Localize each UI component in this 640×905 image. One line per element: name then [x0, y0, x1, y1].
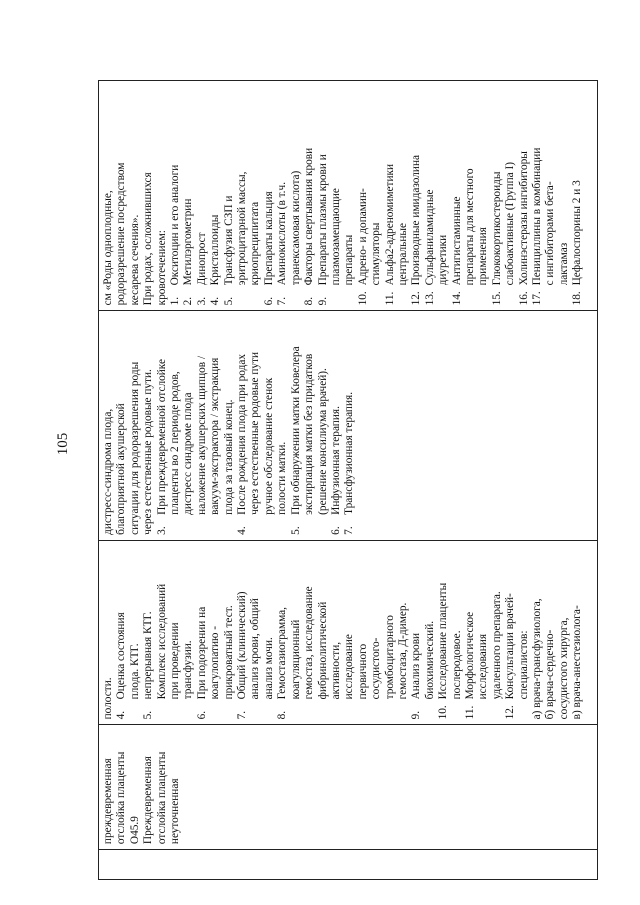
item-text — [330, 316, 343, 514]
item-text-line: кесарева сечения». — [128, 214, 141, 306]
item-text — [571, 546, 584, 720]
medication-item — [424, 86, 451, 305]
item-number: 3. — [195, 296, 208, 306]
item-text-line: Трансфузия СЗП и — [222, 195, 235, 286]
item-text — [384, 86, 411, 285]
item-text-line: послеродовое. — [450, 630, 463, 700]
item-number: 10. — [437, 705, 450, 720]
item-text — [357, 86, 384, 285]
item-number: 6. — [329, 526, 342, 535]
medication-item — [196, 86, 209, 305]
item-text — [142, 86, 169, 305]
item-text-line: тромбоцитарного — [383, 615, 396, 700]
item-number: 5. — [222, 296, 235, 306]
item-text-line: плазмозамещающие — [329, 188, 342, 286]
item-text-line: препараты для местного — [463, 168, 476, 286]
item-number: 1. — [169, 296, 182, 306]
item-number: 6. — [195, 710, 208, 720]
table-column-medications — [99, 81, 597, 310]
item-text — [518, 86, 531, 285]
medication-item — [410, 86, 423, 305]
item-text-line: коагулопатию - — [209, 625, 222, 700]
item-text-line: (решение консилиума врачей). — [316, 368, 329, 515]
item-text-line: Комплекс исследований — [155, 583, 168, 700]
item-text — [102, 316, 156, 534]
item-number: 4. — [115, 710, 128, 720]
item-text-line: Факторы свертывания крови — [303, 147, 316, 286]
table-column-examination — [99, 540, 597, 725]
item-text-line: Оценка состояния — [115, 612, 128, 700]
examination-item — [115, 546, 142, 720]
item-text-line: см «Роды одноплодные, — [102, 190, 114, 306]
item-text-line: применения — [477, 227, 490, 286]
medication-item — [263, 86, 276, 305]
item-text-line: Адрено- и допамин- — [356, 188, 369, 286]
item-number: 4. — [209, 296, 222, 306]
item-text-line: Трансфузионная терапия. — [343, 391, 356, 515]
item-text-line: Глюкокортикостероиды — [490, 171, 503, 286]
item-text-line: первичного — [356, 643, 369, 700]
item-text-line: экстирпация матки без придатков — [303, 353, 316, 515]
item-text-line: Антигистаминные — [450, 196, 463, 286]
item-number: 18. — [571, 291, 584, 306]
item-text-line: Консультации врачей- — [504, 593, 517, 700]
item-number: 2. — [182, 296, 195, 306]
item-text — [276, 86, 303, 285]
item-number: 10. — [356, 291, 369, 306]
item-text — [276, 546, 410, 700]
medication-item — [303, 86, 316, 305]
item-text — [290, 316, 330, 514]
item-text-line: специалистов: — [517, 630, 530, 700]
diagnosis-line: отслойка плаценты — [155, 751, 168, 845]
item-text-line: полости матки. — [276, 441, 289, 515]
item-text — [343, 316, 356, 514]
item-number: 8. — [276, 710, 289, 720]
diagnosis-line: Преждевременная — [142, 756, 155, 845]
examination-item — [531, 546, 544, 720]
item-text-line: биохимический. — [423, 620, 436, 700]
item-text — [196, 86, 209, 285]
item-text-line: транексамовая кислота) — [289, 170, 302, 286]
item-number: 12. — [504, 705, 517, 720]
item-text-line: Исследование плаценты — [437, 582, 450, 700]
item-text-line: криопреципитата — [249, 201, 262, 286]
item-text — [303, 86, 316, 285]
item-text — [437, 546, 464, 700]
item-text-line: Морфологическое — [463, 611, 476, 700]
examination-item — [102, 546, 115, 720]
item-text-line: лактамаз — [557, 242, 570, 286]
medication-item — [384, 86, 411, 305]
rotated-table-wrapper — [98, 80, 598, 880]
item-text-line: фибринолитической — [316, 601, 329, 700]
treatment-item — [343, 316, 356, 534]
item-text-line: препараты — [343, 234, 356, 286]
treatment-item — [330, 316, 343, 534]
medication-item — [182, 86, 195, 305]
medication-item — [276, 86, 303, 305]
item-text-line: сосудистого- — [370, 637, 383, 700]
medication-item — [102, 86, 142, 305]
item-text-line: кровотечением: — [155, 230, 168, 306]
item-text — [209, 86, 222, 285]
examination-item — [196, 546, 236, 720]
item-text-line: эритроцитарной массы, — [236, 171, 249, 286]
item-text — [531, 86, 571, 285]
medication-item — [209, 86, 222, 305]
item-text-line: Кристаллоиды — [209, 214, 222, 286]
item-number: 5. — [142, 710, 155, 720]
item-text-line: Цефалоспорины 2 и 3 — [571, 180, 584, 286]
item-text-line: через естественные родовые пути — [249, 351, 262, 515]
item-number: 12. — [410, 291, 423, 306]
item-text-line: центральные — [396, 223, 409, 286]
item-text-line: При обнаружении матки Кювелера — [289, 346, 302, 515]
examination-item — [504, 546, 531, 720]
item-text — [263, 86, 276, 285]
item-text — [102, 546, 115, 720]
examination-item — [437, 546, 464, 720]
item-text-line: дистресс-синдрома плода, — [102, 408, 114, 535]
diagnosis-line: неуточненная — [169, 778, 182, 845]
item-text-line: при проведении — [169, 622, 182, 700]
item-text-line: ситуации для родоразрешения роды — [128, 361, 141, 535]
item-text-line: сосудистого хирурга, — [557, 617, 570, 720]
item-text — [196, 546, 236, 700]
item-text — [236, 546, 276, 700]
item-number: 5. — [289, 526, 302, 535]
examination-item — [544, 546, 571, 720]
item-number: 7. — [343, 526, 356, 535]
item-text — [102, 86, 142, 305]
examination-item — [236, 546, 276, 720]
medication-item — [169, 86, 182, 305]
item-number: 14. — [450, 291, 463, 306]
item-text-line: через естественные родовые пути. — [142, 369, 155, 535]
item-text-line: гемостаза, Д-димер. — [396, 602, 409, 700]
item-text-line: ручное обследование стенок — [262, 377, 275, 515]
item-text-line: Сульфаниламидные — [423, 189, 436, 286]
item-text — [156, 316, 236, 514]
item-text — [491, 86, 518, 285]
item-text-line: гемостаз, исследование — [303, 586, 316, 700]
item-text-line: стимуляторы — [370, 222, 383, 286]
item-number: 16. — [517, 291, 530, 306]
diagnosis-line: отслойка плаценты — [115, 751, 128, 845]
medication-item — [357, 86, 384, 305]
item-text-line: благоприятной акушерской — [115, 403, 128, 535]
item-text-line: прикроватный тест. — [222, 605, 235, 700]
medication-item — [451, 86, 491, 305]
item-text-line: коагуляционный — [289, 619, 302, 700]
treatment-item — [236, 316, 290, 534]
item-text-line: диуретики — [437, 234, 450, 286]
item-text — [317, 86, 357, 285]
treatment-item — [102, 316, 156, 534]
medication-item — [317, 86, 357, 305]
item-text — [451, 86, 491, 285]
item-text — [169, 86, 182, 285]
item-text-line: исследование — [343, 634, 356, 700]
table-column-blank — [99, 849, 597, 879]
item-text-line: Холинэстеразы ингибиторы — [517, 151, 530, 286]
item-text-line: плаценты во 2 периоде родов, — [169, 371, 182, 515]
item-number: 8. — [303, 296, 316, 306]
examination-item — [142, 546, 196, 720]
item-text-line: плода. КТГ. — [128, 643, 141, 700]
item-text — [236, 316, 290, 514]
item-text-line: наложение акушерских щипцов / — [195, 355, 208, 515]
item-number: 7. — [236, 710, 249, 720]
item-text-line: Гемостазиограмма, — [276, 606, 289, 700]
item-text-line: трансфузии. — [182, 640, 195, 700]
examination-item — [464, 546, 504, 720]
medication-item — [491, 86, 518, 305]
item-text — [544, 546, 571, 720]
item-text — [531, 546, 544, 720]
medication-item — [531, 86, 571, 305]
item-number: 4. — [236, 526, 249, 535]
item-text-line: Пенициллины в комбинации — [531, 147, 543, 286]
item-text-line: Метилэргометрин — [182, 198, 195, 286]
examination-item — [410, 546, 437, 720]
diagnosis-line: преждевременная — [102, 758, 114, 845]
item-text-line: Аминокислоты (в т.ч. — [276, 181, 289, 286]
item-number: 9. — [316, 296, 329, 306]
item-text-line: с ингибиторами бета- — [544, 181, 557, 286]
item-text-line: Инфузионная терапия. — [329, 406, 342, 515]
medication-item — [142, 86, 169, 305]
item-number: 6. — [262, 296, 275, 306]
item-text-line: Динопрост — [195, 232, 208, 286]
item-text-line: полости. — [102, 677, 114, 720]
item-number: 11. — [463, 705, 476, 720]
item-text-line: вакуум-экстрактора / экстракция — [209, 357, 222, 515]
item-text — [424, 86, 451, 285]
item-text — [182, 86, 195, 285]
item-number: 3. — [155, 526, 168, 535]
item-number: 11. — [383, 291, 396, 306]
item-text — [410, 86, 423, 285]
item-text — [142, 546, 196, 700]
item-text-line: в) врача-анестезиолога- — [571, 605, 584, 720]
medication-item — [223, 86, 263, 305]
item-text-line: а) врача-трансфузиолога, — [531, 598, 543, 720]
examination-item — [571, 546, 584, 720]
item-number: 13. — [423, 291, 436, 306]
item-text-line: При преждевременной отслойке — [155, 358, 168, 515]
item-text-line: слабоактивные (Группа I) — [504, 162, 517, 286]
item-number: 9. — [410, 710, 423, 720]
item-text-line: При подозрении на — [195, 606, 208, 700]
item-text-line: анализ мочи. — [262, 637, 275, 700]
item-text-line: Окситоцин и его аналоги — [169, 164, 182, 286]
item-text-line: анализ крови, общий — [249, 598, 262, 700]
item-text — [223, 86, 263, 285]
table-column-treatment — [99, 310, 597, 539]
item-text-line: родоразрешение посредством — [115, 162, 128, 306]
page-number: 105 — [55, 432, 71, 456]
item-text-line: Препараты кальция — [262, 191, 275, 286]
diagnosis-line: O45.9 — [128, 816, 141, 845]
examination-item — [276, 546, 410, 720]
item-number: 7. — [276, 296, 289, 306]
treatment-item — [290, 316, 330, 534]
item-text — [464, 546, 504, 700]
item-text-line: Препараты плазмы крови и — [316, 154, 329, 286]
treatment-item — [156, 316, 236, 534]
item-text — [115, 546, 142, 700]
item-text-line: удаленного препарата. — [490, 591, 503, 700]
item-text-line: плода за тазовый конец. — [222, 399, 235, 515]
item-text-line: активности, — [329, 641, 342, 700]
item-text-line: Общий (клинический) — [236, 591, 249, 700]
item-text-line: Альфа2-адреномиметики — [383, 163, 396, 286]
item-text-line: дистресс синдроме плода — [182, 392, 195, 515]
clinical-table — [98, 80, 598, 880]
item-text — [410, 546, 437, 700]
item-number: 17. — [531, 291, 543, 306]
item-text-line: исследования — [477, 633, 490, 700]
medication-item — [518, 86, 531, 305]
table-column-diagnosis — [99, 724, 597, 849]
item-text — [504, 546, 531, 700]
item-text-line: б) врача-сердечно- — [544, 629, 557, 720]
item-text — [571, 86, 584, 285]
item-text-line: непрерывная КТГ. — [142, 611, 155, 700]
item-number: 15. — [490, 291, 503, 306]
item-text-line: Производные имидазолина — [410, 155, 423, 286]
item-text-line: При родах, осложнившихся — [142, 172, 155, 306]
item-text-line: После рождения плода при родах — [236, 354, 249, 515]
item-text-line: Анализ крови — [410, 632, 423, 700]
medication-item — [571, 86, 584, 305]
